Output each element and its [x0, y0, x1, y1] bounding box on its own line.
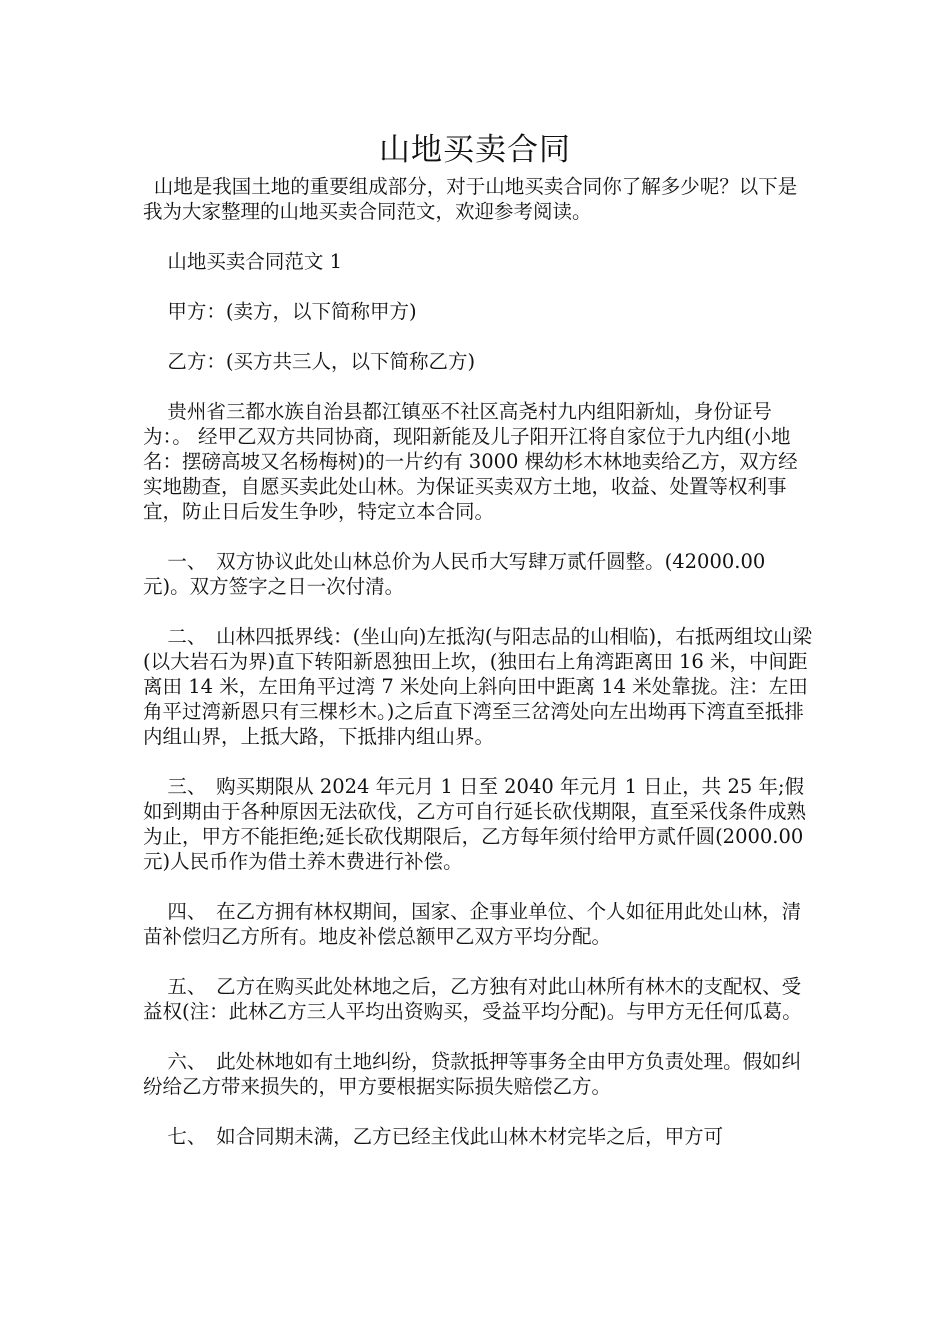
paragraph-gap [143, 949, 815, 974]
document-body [143, 174, 815, 1149]
paragraph-gap [143, 1099, 815, 1124]
document-title: 山地买卖合同 [379, 132, 571, 168]
paragraph-gap [143, 749, 815, 774]
intro-paragraph: 山地是我国土地的重要组成部分，对于山地买卖合同你了解多少呢？以下是我为大家整理的山地买卖合同范文，欢迎参考阅读。 [143, 175, 798, 223]
clause-7: 七、 如合同期未满，乙方已经主伐此山林木材完毕之后，甲方可 [167, 1125, 724, 1148]
party-a-line: 甲方：(卖方，以下简称甲方) [167, 300, 417, 323]
contract-preamble: 贵州省三都水族自治县都江镇巫不社区高尧村九内组阳新灿，身份证号为：。 经甲乙双方共同协商，现阳新能及儿子阳开江将自家位于九内组(小地名：摆磅高坡又名杨梅树)的一片约有 3000 棵幼杉木林地卖给乙方，双方经实地勘查，自愿买卖此处山林。为保证买卖双方土地，收益、处置等权利事宜，防止日后发生争吵，特定立本合同。 [143, 400, 798, 523]
clause-3: 三、 购买期限从 2024 年元月 1 日至 2040 年元月 1 日止，共 25 年;假如到期由于各种原因无法砍伐，乙方可自行延长砍伐期限，直至采伐条件成熟为止，甲方不能拒绝;延长砍伐期限后，乙方每年须付给甲方贰仟圆(2000.00 元)人民币作为借土养木费进行补偿。 [143, 775, 807, 873]
clause-4: 四、 在乙方拥有林权期间，国家、企事业单位、个人如征用此处山林，清苗补偿归乙方所有。地皮补偿总额甲乙双方平均分配。 [143, 900, 802, 948]
paragraph-gap [143, 874, 815, 899]
paragraph-gap [143, 524, 815, 549]
paragraph-gap [143, 374, 815, 399]
sample-subtitle: 山地买卖合同范文 1 [167, 250, 342, 273]
paragraph-gap [143, 1024, 815, 1049]
clause-5: 五、 乙方在购买此处林地之后，乙方独有对此山林所有林木的支配权、受益权(注：此林乙方三人平均出资购买，受益平均分配)。与甲方无任何瓜葛。 [143, 975, 802, 1023]
paragraph-gap [143, 224, 815, 249]
paragraph-gap [143, 274, 815, 299]
clause-2: 二、 山林四抵界线：(坐山向)左抵沟(与阳志品的山相临)，右抵两组坟山梁(以大岩石为界)直下转阳新恩独田上坎，(独田右上角湾距离田 16 米，中间距离田 14 米，左田角平过湾 7 米处向上斜向田中距离 14 米处靠拢。注：左田角平过湾新恩只有三棵杉木。)之后直下湾至三岔湾处向左出坳再下湾直至抵排内组山界，上抵大路，下抵排内组山界。 [143, 625, 813, 748]
paragraph-gap [143, 324, 815, 349]
clause-1: 一、 双方协议此处山林总价为人民币大写肆万贰仟圆整。(42000.00 元)。双方签字之日一次付清。 [143, 550, 766, 598]
paragraph-gap [143, 599, 815, 624]
party-b-line: 乙方：(买方共三人，以下简称乙方) [167, 350, 476, 373]
clause-6: 六、 此处林地如有土地纠纷，贷款抵押等事务全由甲方负责处理。假如纠纷给乙方带来损失的，甲方要根据实际损失赔偿乙方。 [143, 1050, 802, 1098]
